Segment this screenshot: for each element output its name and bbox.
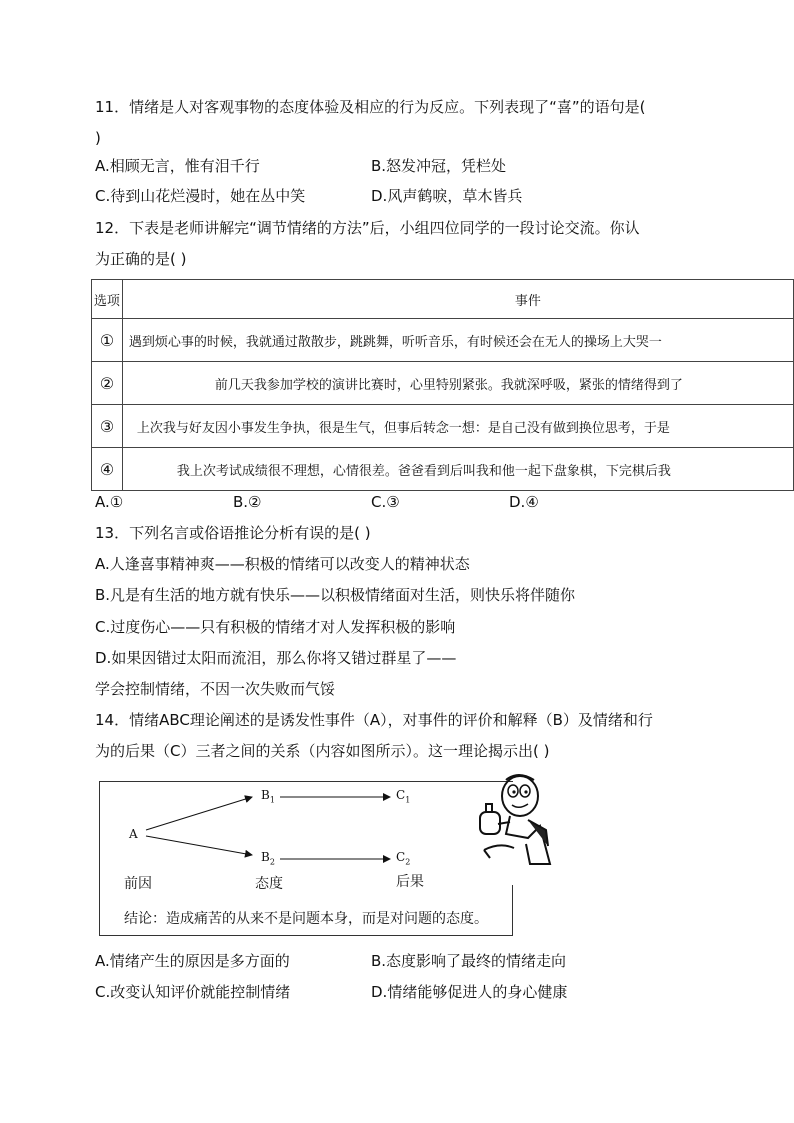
label-attitude: 态度	[255, 876, 283, 892]
arrow-a-b1	[146, 797, 252, 830]
q13-stem: 13．下列名言或俗语推论分析有误的是( )	[95, 524, 371, 542]
node-b2: $B_2$	[261, 850, 275, 867]
q11-option-d: D.风声鹤唳，草木皆兵	[371, 187, 523, 205]
q13-option-d-cont: 学会控制情绪，不因一次失败而气馁	[95, 680, 336, 698]
q12-option-b: B.②	[233, 493, 262, 511]
table-header-event: 事件	[122, 280, 793, 319]
q12-option-d: D.④	[509, 493, 539, 511]
q12-option-c: C.③	[371, 493, 400, 511]
q11-option-c: C.待到山花烂漫时，她在丛中笑	[95, 187, 306, 205]
table-cell-num: ④	[92, 448, 123, 491]
node-a: A	[129, 827, 138, 841]
q12-stem-cont: 为正确的是( )	[95, 250, 187, 268]
q14-option-c: C.改变认知评价就能控制情绪	[95, 983, 291, 1001]
events-table	[91, 279, 794, 491]
q11-option-b: B.怒发冲冠，凭栏处	[371, 157, 507, 175]
q11-stem-cont: )	[95, 129, 101, 147]
node-c2: $C_2$	[396, 850, 411, 867]
abc-diagram	[99, 781, 513, 936]
table-row	[92, 362, 794, 405]
table-cell-text: 遇到烦心事的时候，我就通过散散步，跳跳舞，听听音乐，有时候还会在无人的操场上大哭一	[122, 319, 793, 362]
q13-option-c: C.过度伤心——只有积极的情绪才对人发挥积极的影响	[95, 618, 456, 636]
q14-option-d: D.情绪能够促进人的身心健康	[371, 983, 568, 1001]
q12-option-a: A.①	[95, 493, 124, 511]
table-header-option: 选项	[92, 280, 123, 319]
table-cell-text: 上次我与好友因小事发生争执，很是生气，但事后转念一想：是自己没有做到换位思考，于是	[122, 405, 793, 448]
cartoon-thinker-icon	[470, 772, 554, 868]
node-c1: $C_1$	[396, 788, 411, 805]
table-row	[92, 405, 794, 448]
q13-option-d: D.如果因错过太阳而流泪，那么你将又错过群星了——	[95, 649, 457, 667]
q13-option-a: A.人逢喜事精神爽——积极的情绪可以改变人的精神状态	[95, 555, 470, 573]
q14-stem-cont: 为的后果（C）三者之间的关系（内容如图所示）。这一理论揭示出( )	[95, 742, 550, 760]
q14-option-b: B.态度影响了最终的情绪走向	[371, 952, 567, 970]
table-cell-text: 我上次考试成绩很不理想，心情很差。爸爸看到后叫我和他一起下盘象棋，下完棋后我	[122, 448, 793, 491]
table-cell-num: ③	[92, 405, 123, 448]
table-cell-text: 前几天我参加学校的演讲比赛时，心里特别紧张。我就深呼吸，紧张的情绪得到了	[122, 362, 793, 405]
q11-option-a: A.相顾无言，惟有泪千行	[95, 157, 260, 175]
q11-stem: 11．情绪是人对客观事物的态度体验及相应的行为反应。下列表现了“喜”的语句是(	[95, 98, 646, 116]
q13-option-b: B.凡是有生活的地方就有快乐——以积极情绪面对生活，则快乐将伴随你	[95, 586, 576, 604]
label-cause: 前因	[124, 876, 152, 892]
node-b1: $B_1$	[261, 788, 275, 805]
table-cell-num: ①	[92, 319, 123, 362]
table-cell-num: ②	[92, 362, 123, 405]
table-header-row	[92, 280, 794, 319]
q14-stem: 14．情绪ABC理论阐述的是诱发性事件（A），对事件的评价和解释（B）及情绪和行	[95, 711, 653, 729]
table-row	[92, 448, 794, 491]
label-result: 后果	[396, 874, 424, 890]
q12-stem: 12．下表是老师讲解完“调节情绪的方法”后，小组四位同学的一段讨论交流。你认	[95, 219, 640, 237]
arrow-a-b2	[146, 836, 252, 855]
conclusion: 结论：造成痛苦的从来不是问题本身，而是对问题的态度。	[124, 911, 488, 927]
table-row	[92, 319, 794, 362]
q14-option-a: A.情绪产生的原因是多方面的	[95, 952, 290, 970]
